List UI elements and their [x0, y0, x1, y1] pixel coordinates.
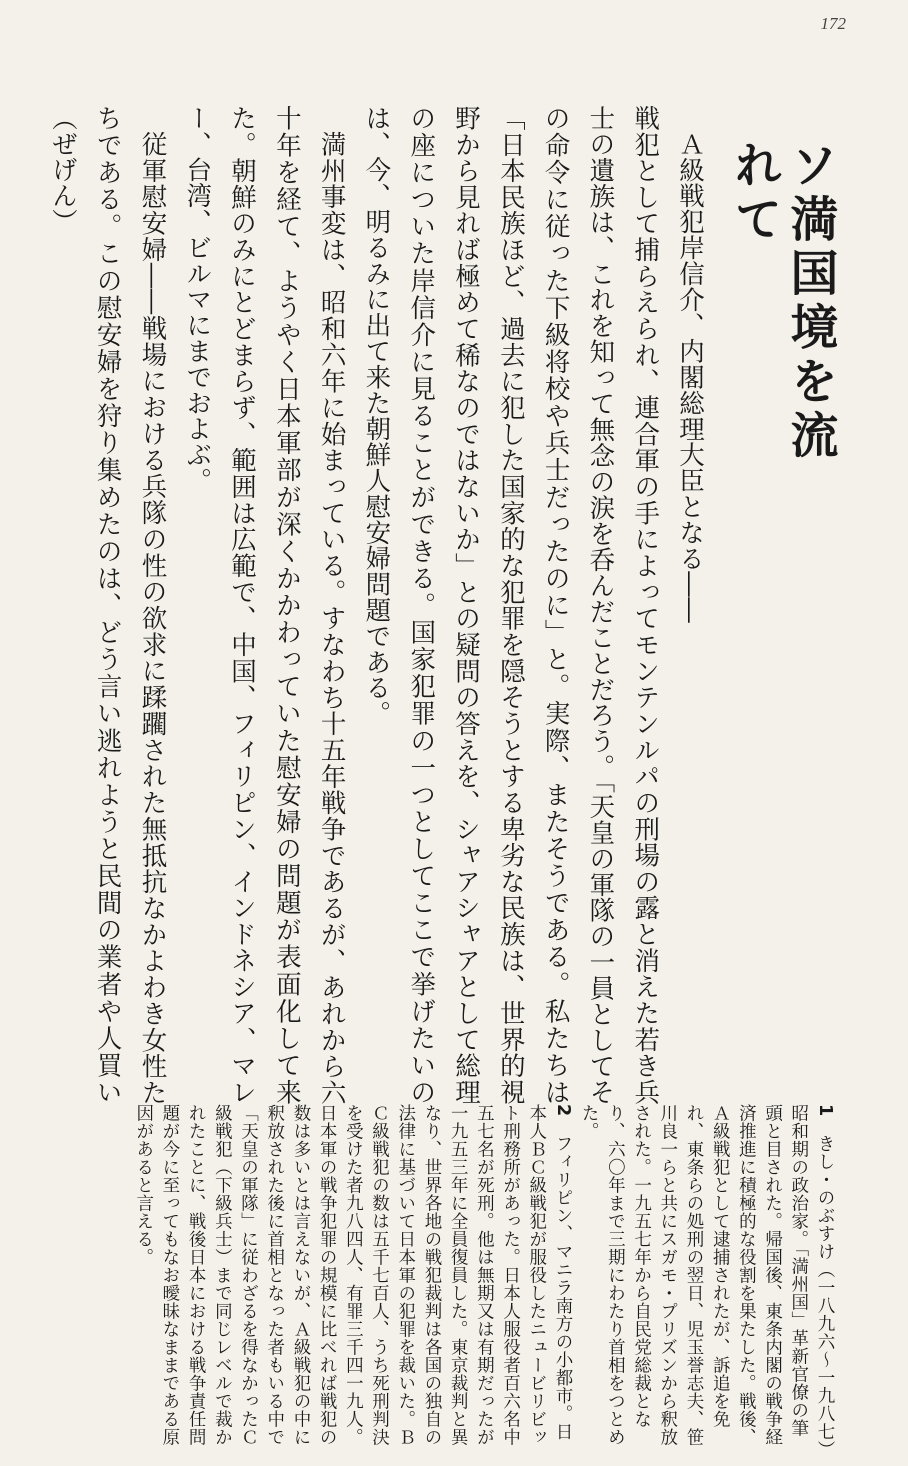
- footnotes: [58, 1104, 838, 1454]
- footnote-number: 2: [552, 1104, 573, 1117]
- footnote-text: きし・のぶすけ（一八九六～一九八七）昭和期の政治家。「満州国」革新官僚の筆頭と目された。帰国後、東条内閣の戦争経済推進に積極的な役割を果たした。戦後、Ａ級戦犯として逮捕されたが、訴追を免れ、東条らの処刑の翌日、児玉誉志夫、笹川良一らと共にスガモ・プリズンから釈放された。一九五七年から自民党総裁となり、六〇年まで三期にわたり首相をつとめた。: [579, 1104, 835, 1450]
- footnote-1: [576, 1104, 838, 1454]
- body-paragraph: Ａ級戦犯岸信介、内閣総理大臣となる――: [675, 130, 705, 623]
- footnote-text: フィリピン、マニラ南方の小都市。日本人ＢＣ級戦犯が服役したニュービリビット刑務所があった。日本人服役者百六名中五七名が死刑。他は無期又は有期だったが一九五三年に全員復員した。東京裁判と異なり、世界各地の戦犯裁判は各国の独自の法律に基づいて日本軍の犯罪を裁いた。ＢＣ級戦犯の数は五千七百人、うち死刑判決を受けた者九八四人、有罪三千四一九人。日本軍の戦争犯罪の規模に比べれば戦犯の数は多いとは言えないが、Ａ級戦犯の中に釈放された後に首相となった者もいる中で「天皇の軍隊」に従わざるを得なかったＣ級戦犯（下級兵士）まで同じレベルで裁かれたことに、戦後日本における戦争責任問題が今に至ってもなお曖昧なままである原因があると言える。: [133, 1104, 573, 1446]
- body-paragraph: 戦犯として捕らえられ、連合軍の手によってモンテンルパの刑場の露と消えた若き兵士の遺族は、これを知って無念の涙を呑んだことだろう。「天皇の軍隊の一員としてその命令に従った下級将校や兵士だったのに」と。実際、またそうである。私たちは「日本民族ほど、過去に犯した国家的な犯罪を隠そうとする卑劣な民族は、世界的視野から見れば極めて稀なのではないか」との疑問の答えを、シャアシャアとして総理の座についた岸信介に見ることができる。国家犯罪の一つとしてここで挙げたいのは、今、明るみに出て来た朝鮮人慰安婦問題である。: [361, 105, 661, 1105]
- footnote-number: 1: [815, 1104, 835, 1117]
- body-paragraph: 満州事変は、昭和六年に始まっている。すなわち十五年戦争であるが、あれから六十年を経て、ようやく日本軍部が深くかかわっていた慰安婦の問題が表面化して来た。朝鮮のみにとどまらず、範囲は広範で、中国、フィリピン、インドネシア、マレー、台湾、ビルマにまでおよぶ。: [182, 105, 347, 1105]
- footnote-2: [131, 1104, 576, 1454]
- body-paragraph: 従軍慰安婦――戦場における兵隊の性の欲求に蹂躙された無抵抗なかよわき女性たちである。この慰安婦を狩り集めたのは、どう言い逃れようと民間の業者や人買い（ぜげん）: [47, 105, 168, 1105]
- body-text: [42, 105, 712, 1105]
- page-number: 172: [820, 14, 846, 33]
- section-title: ソ満国境を流れて: [726, 140, 838, 464]
